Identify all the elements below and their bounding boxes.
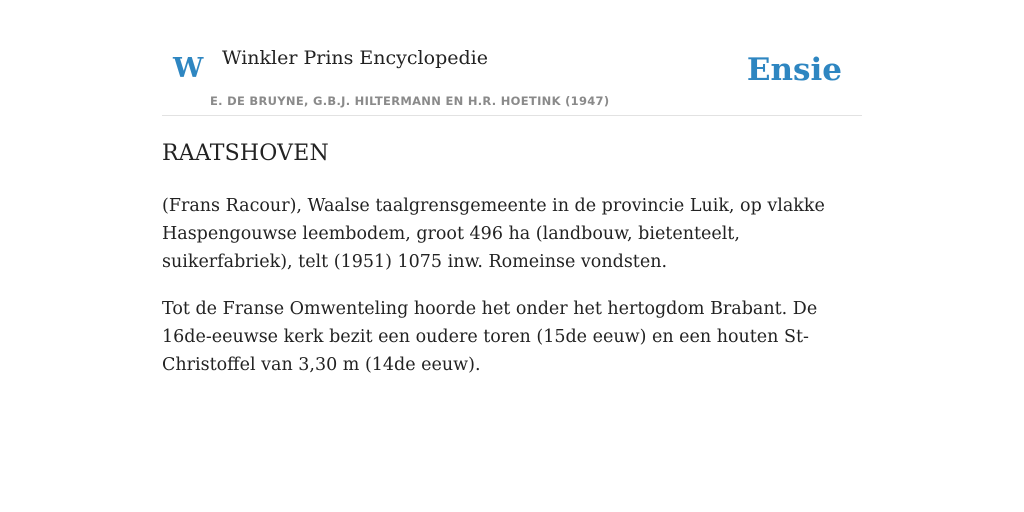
source-authors: E. DE BRUYNE, G.B.J. HILTERMANN EN H.R. HOETINK (1947): [210, 94, 610, 108]
entry-paragraph: (Frans Racour), Waalse taalgrensgemeente in de provincie Luik, op vlakke Haspengouwse leembodem, groot 496 ha (landbouw, bietenteelt, suikerfabriek), telt (1951) 1075 inw. Romeinse vondsten.: [162, 196, 825, 272]
source-title[interactable]: Winkler Prins Encyclopedie: [222, 47, 488, 69]
entry-title: RAATSHOVEN: [162, 141, 329, 166]
entry-body: [162, 192, 862, 398]
entry-paragraph: Tot de Franse Omwenteling hoorde het onder het hertogdom Brabant. De 16de-eeuwse kerk bezit een oudere toren (15de eeuw) en een houten St-Christoffel van 3,30 m (14de eeuw).: [162, 299, 818, 375]
source-logo-link[interactable]: W: [173, 53, 204, 84]
source-header: [162, 0, 862, 116]
brand-logo-link[interactable]: Ensie: [746, 52, 842, 88]
page: [162, 0, 862, 375]
